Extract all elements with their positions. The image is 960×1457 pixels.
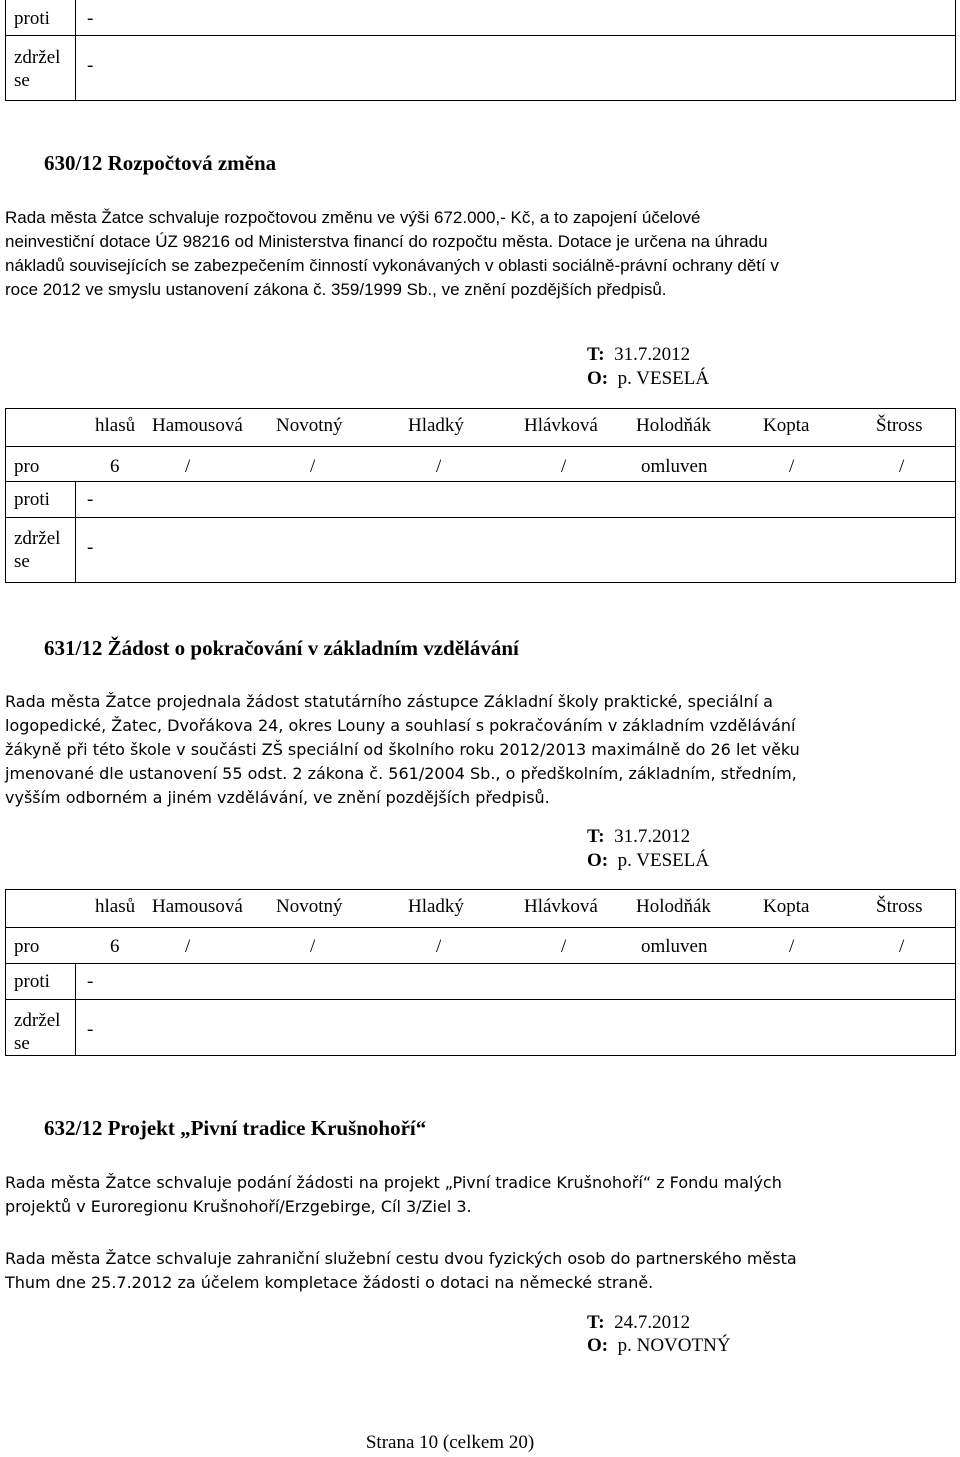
vote-stross: / xyxy=(899,456,905,477)
table-border xyxy=(5,582,956,583)
vote-novotny: / xyxy=(185,936,191,957)
table-border xyxy=(5,446,956,447)
deadline-term xyxy=(587,343,690,366)
row-label-pro: pro xyxy=(14,456,40,477)
row-value-zdrzel: - xyxy=(87,537,94,558)
paragraph-line: Rada města Žatce projednala žádost statutárního zástupce Základní školy praktické, speciální a xyxy=(5,692,773,711)
table-border xyxy=(5,0,6,100)
header-novotny: Novotný xyxy=(276,896,343,917)
table-border xyxy=(5,889,6,1056)
term-label: T: xyxy=(587,344,605,365)
term-value: 31.7.2012 xyxy=(614,826,691,847)
deadline-owner xyxy=(587,367,709,390)
page-footer: Strana 10 (celkem 20) xyxy=(365,1432,535,1453)
header-kopta: Kopta xyxy=(763,415,810,436)
section-paragraph-632-b xyxy=(5,1247,955,1295)
deadline-term xyxy=(587,825,690,848)
row-value-proti: - xyxy=(87,971,94,992)
term-value: 24.7.2012 xyxy=(614,1312,691,1333)
table-border xyxy=(5,100,956,101)
paragraph-line: projektů v Euroregionu Krušnohoří/Erzgebirge, Cíl 3/Ziel 3. xyxy=(5,1197,472,1216)
vote-stross: / xyxy=(899,936,905,957)
row-label-zdrzel: zdržel se xyxy=(14,1010,61,1054)
header-hamousova: Hamousová xyxy=(152,415,243,436)
table-border xyxy=(5,963,956,964)
header-holodnak: Holodňák xyxy=(636,896,711,917)
paragraph-line: jmenované dle ustanovení 55 odst. 2 zákona č. 561/2004 Sb., o předškolním, základním, středním, xyxy=(5,764,797,783)
table-border xyxy=(955,889,956,1056)
deadline-owner xyxy=(587,849,709,872)
section-heading-630: 630/12 Rozpočtová změna xyxy=(44,151,277,175)
table-border xyxy=(955,0,956,100)
paragraph-line: roce 2012 ve smyslu ustanovení zákona č. 359/1999 Sb., ve znění pozdějších předpisů. xyxy=(5,280,667,299)
paragraph-line: žákyně při této škole v součásti ZŠ speciální od školního roku 2012/2013 maximálně do 26 let věku xyxy=(5,740,800,759)
owner-label: O: xyxy=(587,850,609,871)
paragraph-line: Rada města Žatce schvaluje podání žádosti na projekt „Pivní tradice Krušnohoří“ z Fondu malých xyxy=(5,1173,782,1192)
vote-novotny: / xyxy=(185,456,191,477)
header-novotny: Novotný xyxy=(276,415,343,436)
table-border xyxy=(75,963,76,1055)
header-kopta: Kopta xyxy=(763,896,810,917)
row-label-proti: proti xyxy=(14,8,50,29)
owner-label: O: xyxy=(587,368,609,389)
vote-kopta: / xyxy=(789,456,795,477)
row-label-proti: proti xyxy=(14,489,50,510)
section-paragraph-632-a xyxy=(5,1171,955,1219)
table-border xyxy=(5,481,956,482)
owner-value: p. VESELÁ xyxy=(617,850,710,871)
section-heading-631: 631/12 Žádost o pokračování v základním vzdělávání xyxy=(44,636,519,660)
row-label-zdrzel: zdržel se xyxy=(14,528,61,572)
vote-hamousova: 6 xyxy=(110,456,120,477)
term-label: T: xyxy=(587,1312,605,1333)
deadline-owner xyxy=(587,1334,731,1357)
header-hlavkova: Hlávková xyxy=(524,415,598,436)
term-value: 31.7.2012 xyxy=(614,344,691,365)
vote-omluven: omluven xyxy=(641,936,708,957)
table-border xyxy=(5,889,956,890)
row-value-proti: - xyxy=(87,8,94,29)
vote-kopta: / xyxy=(789,936,795,957)
header-stross: Štross xyxy=(876,896,923,917)
vote-hlavkova: / xyxy=(436,456,442,477)
table-border xyxy=(5,517,956,518)
vote-holodnak: / xyxy=(561,456,567,477)
table-border xyxy=(75,481,76,582)
header-hladky: Hladký xyxy=(408,415,464,436)
vote-hladky: / xyxy=(310,456,316,477)
row-label-pro: pro xyxy=(14,936,40,957)
row-value-proti: - xyxy=(87,489,94,510)
table-border xyxy=(5,35,956,36)
paragraph-line: neinvestiční dotace ÚZ 98216 od Ministerstva financí do rozpočtu města. Dotace je určena na úhradu xyxy=(5,232,768,251)
header-hlavkova: Hlávková xyxy=(524,896,598,917)
vote-hladky: / xyxy=(310,936,316,957)
header-holodnak: Holodňák xyxy=(636,415,711,436)
table-border xyxy=(5,927,956,928)
paragraph-line: logopedické, Žatec, Dvořákova 24, okres Louny a souhlasí s pokračováním v základním vzdělávání xyxy=(5,716,796,735)
header-hamousova: Hamousová xyxy=(152,896,243,917)
table-border xyxy=(5,999,956,1000)
row-label-proti: proti xyxy=(14,971,50,992)
header-stross: Štross xyxy=(876,415,923,436)
owner-value: p. VESELÁ xyxy=(617,368,710,389)
section-heading-632: 632/12 Projekt „Pivní tradice Krušnohoří“ xyxy=(44,1116,427,1140)
table-border xyxy=(5,408,6,583)
paragraph-line: nákladů souvisejících se zabezpečením činností vykonávaných v oblasti sociálně-právní ochrany dětí v xyxy=(5,256,779,275)
table-border xyxy=(5,1055,956,1056)
deadline-term xyxy=(587,1311,690,1334)
header-hlasu: hlasů xyxy=(95,896,136,917)
row-value-zdrzel: - xyxy=(87,55,94,76)
vote-holodnak: / xyxy=(561,936,567,957)
table-border xyxy=(955,408,956,583)
table-border xyxy=(5,408,956,409)
paragraph-line: Rada města Žatce schvaluje rozpočtovou změnu ve výši 672.000,- Kč, a to zapojení účelové xyxy=(5,208,701,227)
paragraph-line: Rada města Žatce schvaluje zahraniční služební cestu dvou fyzických osob do partnerského města xyxy=(5,1249,797,1268)
owner-value: p. NOVOTNÝ xyxy=(617,1335,731,1356)
section-paragraph-631 xyxy=(5,690,955,810)
paragraph-line: Thum dne 25.7.2012 za účelem kompletace žádosti o dotaci na německé straně. xyxy=(5,1273,654,1292)
vote-hamousova: 6 xyxy=(110,936,120,957)
section-paragraph-630 xyxy=(5,206,955,302)
table-border xyxy=(75,0,76,100)
vote-hlavkova: / xyxy=(436,936,442,957)
header-hladky: Hladký xyxy=(408,896,464,917)
header-hlasu: hlasů xyxy=(95,415,136,436)
row-value-zdrzel: - xyxy=(87,1019,94,1040)
paragraph-line: vyšším odborném a jiném vzdělávání, ve znění pozdějších předpisů. xyxy=(5,788,550,807)
vote-omluven: omluven xyxy=(641,456,708,477)
owner-label: O: xyxy=(587,1335,609,1356)
term-label: T: xyxy=(587,826,605,847)
row-label-zdrzel: zdržel se xyxy=(14,47,61,91)
